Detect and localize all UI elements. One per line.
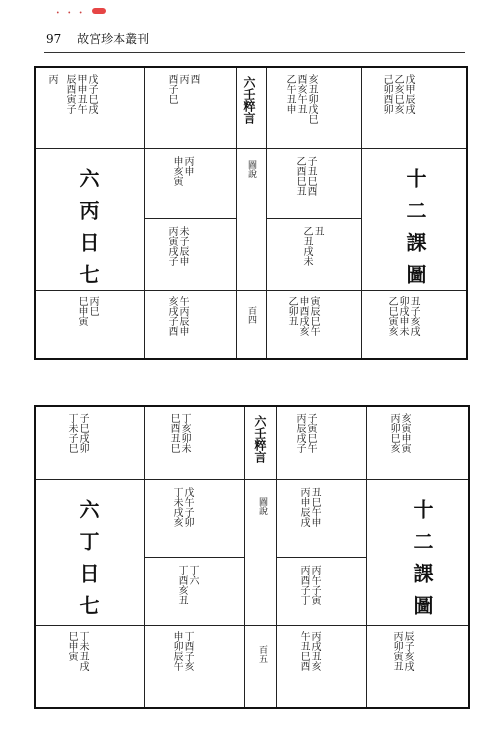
spine-title: 六壬粹言 [242, 76, 256, 124]
mid-cell-text: 丁六 丁酉亥丑 [176, 565, 198, 605]
bottom-cell-text: 丁酉子亥 申卯辰午 [171, 631, 193, 671]
left-title: 六丁日七 [76, 499, 100, 627]
right-title: 十二課圖 [403, 168, 427, 296]
mid-cell-text: 戊午子卯 丁未戌亥 [171, 487, 193, 527]
divider [36, 148, 466, 149]
bottom-cell-text: 辰子亥戌 丙卯寅丑 [391, 631, 413, 671]
page-number: 97 [46, 32, 62, 46]
bottom-cell-text: 丙巳 巳申寅 [76, 296, 98, 326]
bottom-cell-text: 丙戌丑亥 午丑巳酉 [298, 631, 320, 671]
divider [144, 218, 236, 219]
divider [266, 218, 361, 219]
bottom-cell-text: 午丙辰申 亥戌子酉 [166, 296, 188, 336]
mid-cell-text: 未子辰申 丙寅戌子 [166, 226, 188, 266]
mid-cell-text: 丑 乙丑戌未 [301, 226, 323, 266]
spine-subtitle: 圖說 [257, 497, 267, 515]
mid-cell-text: 丙申 申亥寅 [171, 156, 193, 186]
red-mark [92, 8, 106, 14]
decorative-dots: • • • [56, 10, 86, 17]
spine-page-number: 百五 [257, 645, 267, 663]
divider [276, 557, 366, 558]
bottom-cell-text: 丁未丑戌 巳申寅 [66, 631, 88, 671]
mid-cell-text: 子丑巳酉 乙酉巳丑 [294, 156, 316, 196]
mid-cell-text: 丙午子寅 丙酉子丁 [298, 565, 320, 605]
top-cell-text: 子巳戌卯 丁未子巳 [66, 413, 88, 453]
top-cell-text: 丙 [46, 74, 57, 84]
book-title: 故宮珍本叢刊 [77, 32, 150, 46]
left-title: 六丙日七 [76, 168, 100, 296]
top-chart-page [34, 66, 468, 360]
top-cell-text: 戊甲辰戌 乙亥巳亥 己卯酉卯 [381, 74, 414, 114]
top-cell-text: 亥丑卯戊巳 酉亥午丑 乙午丑申 [284, 74, 317, 124]
top-cell-text: 戊子巳戌 甲申丑午 辰酉寅子 [64, 74, 97, 114]
right-title: 十二課圖 [410, 499, 434, 627]
divider [266, 68, 267, 358]
top-cell-text: 丁亥卯未 巳酉丑巳 [168, 413, 190, 453]
divider [236, 68, 237, 358]
mid-cell-text: 丑巳午申 丙申辰戌 [298, 487, 320, 527]
page-header [46, 30, 149, 47]
divider [366, 407, 367, 707]
divider [144, 557, 244, 558]
divider [361, 68, 362, 358]
header-rule [44, 52, 465, 53]
top-cell-text: 酉 丙 酉子巳 [166, 74, 199, 104]
bottom-cell-text: 寅辰巳午 申酉戌亥 乙卯丑 [286, 296, 319, 336]
divider [144, 68, 145, 358]
spine-title: 六壬粹言 [253, 415, 267, 463]
spine-subtitle: 圖說 [246, 160, 256, 178]
bottom-chart-page [34, 405, 470, 709]
bottom-cell-text: 丑子亥戌 卯戌申未 乙巳寅亥 [386, 296, 419, 336]
top-cell-text: 子寅巳午 丙辰戌子 [294, 413, 316, 453]
top-cell-text: 亥寅申寅 丙卯巳亥 [388, 413, 410, 453]
spine-page-number: 百四 [246, 306, 256, 324]
divider [244, 407, 245, 707]
divider [36, 479, 468, 480]
